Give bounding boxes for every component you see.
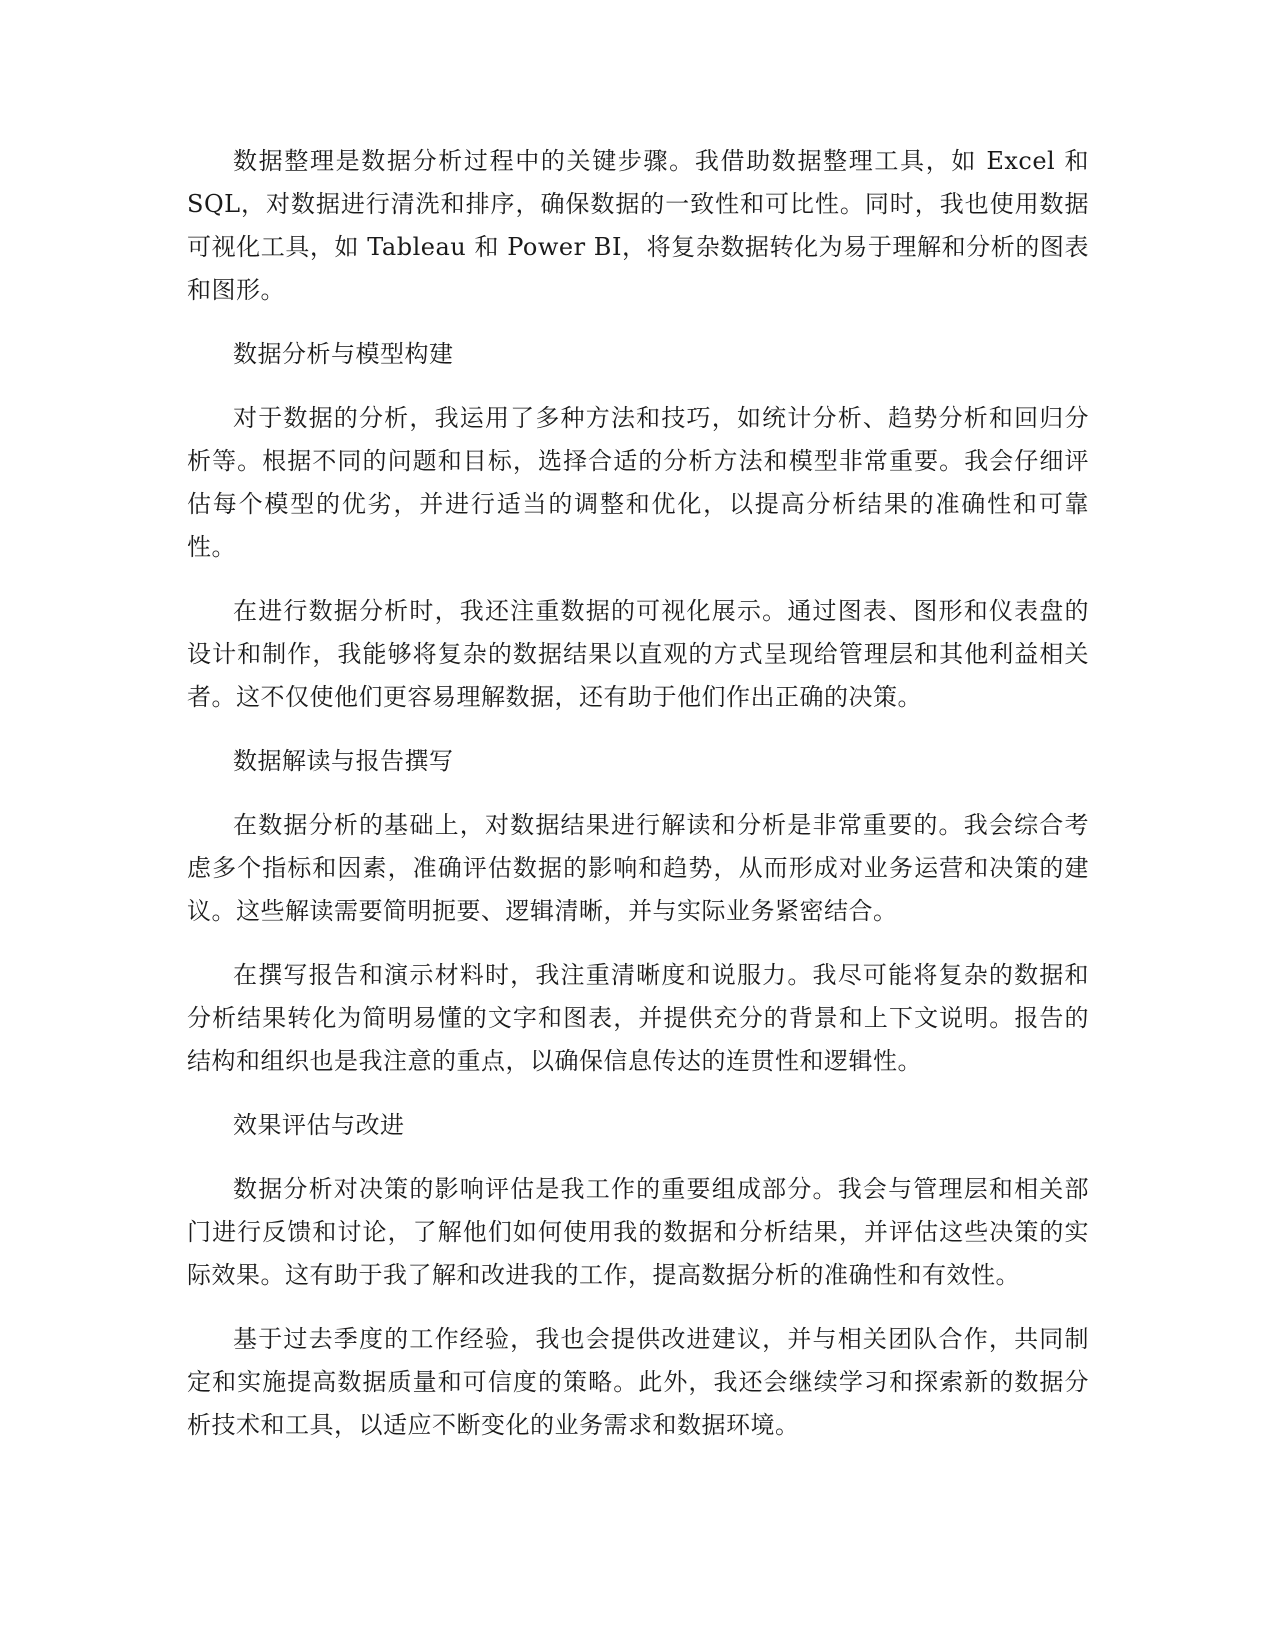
paragraph-interpretation: 在数据分析的基础上，对数据结果进行解读和分析是非常重要的。我会综合考虑多个指标和因素，准确评估数据的影响和趋势，从而形成对业务运营和决策的建议。这些解读需要简明扼要、逻辑清晰，并与实际业务紧密结合。 bbox=[187, 811, 1089, 925]
paragraph-data-organization: 数据整理是数据分析过程中的关键步骤。我借助数据整理工具，如 Excel 和 SQL，对数据进行清洗和排序，确保数据的一致性和可比性。同时，我也使用数据可视化工具，如 Tableau 和 Power BI，将复杂数据转化为易于理解和分析的图表和图形。 bbox=[187, 147, 1089, 304]
section-heading-evaluation-improvement: 效果评估与改进 bbox=[233, 1111, 405, 1139]
paragraph-impact-evaluation: 数据分析对决策的影响评估是我工作的重要组成部分。我会与管理层和相关部门进行反馈和讨论，了解他们如何使用我的数据和分析结果，并评估这些决策的实际效果。这有助于我了解和改进我的工作，提高数据分析的准确性和有效性。 bbox=[187, 1175, 1089, 1289]
paragraph-improvement-suggestions: 基于过去季度的工作经验，我也会提供改进建议，并与相关团队合作，共同制定和实施提高数据质量和可信度的策略。此外，我还会继续学习和探索新的数据分析技术和工具，以适应不断变化的业务需求和数据环境。 bbox=[187, 1325, 1089, 1439]
section-heading-analysis-modeling: 数据分析与模型构建 bbox=[233, 340, 454, 368]
paragraph-visualization: 在进行数据分析时，我还注重数据的可视化展示。通过图表、图形和仪表盘的设计和制作，我能够将复杂的数据结果以直观的方式呈现给管理层和其他利益相关者。这不仅使他们更容易理解数据，还有助于他们作出正确的决策。 bbox=[187, 597, 1089, 711]
paragraph-report-writing: 在撰写报告和演示材料时，我注重清晰度和说服力。我尽可能将复杂的数据和分析结果转化为简明易懂的文字和图表，并提供充分的背景和上下文说明。报告的结构和组织也是我注意的重点，以确保信息传达的连贯性和逻辑性。 bbox=[187, 961, 1089, 1075]
paragraph-analysis-methods: 对于数据的分析，我运用了多种方法和技巧，如统计分析、趋势分析和回归分析等。根据不同的问题和目标，选择合适的分析方法和模型非常重要。我会仔细评估每个模型的优劣，并进行适当的调整和优化，以提高分析结果的准确性和可靠性。 bbox=[187, 404, 1089, 561]
section-heading-interpretation-reporting: 数据解读与报告撰写 bbox=[233, 747, 454, 775]
document-body bbox=[187, 140, 1089, 1468]
